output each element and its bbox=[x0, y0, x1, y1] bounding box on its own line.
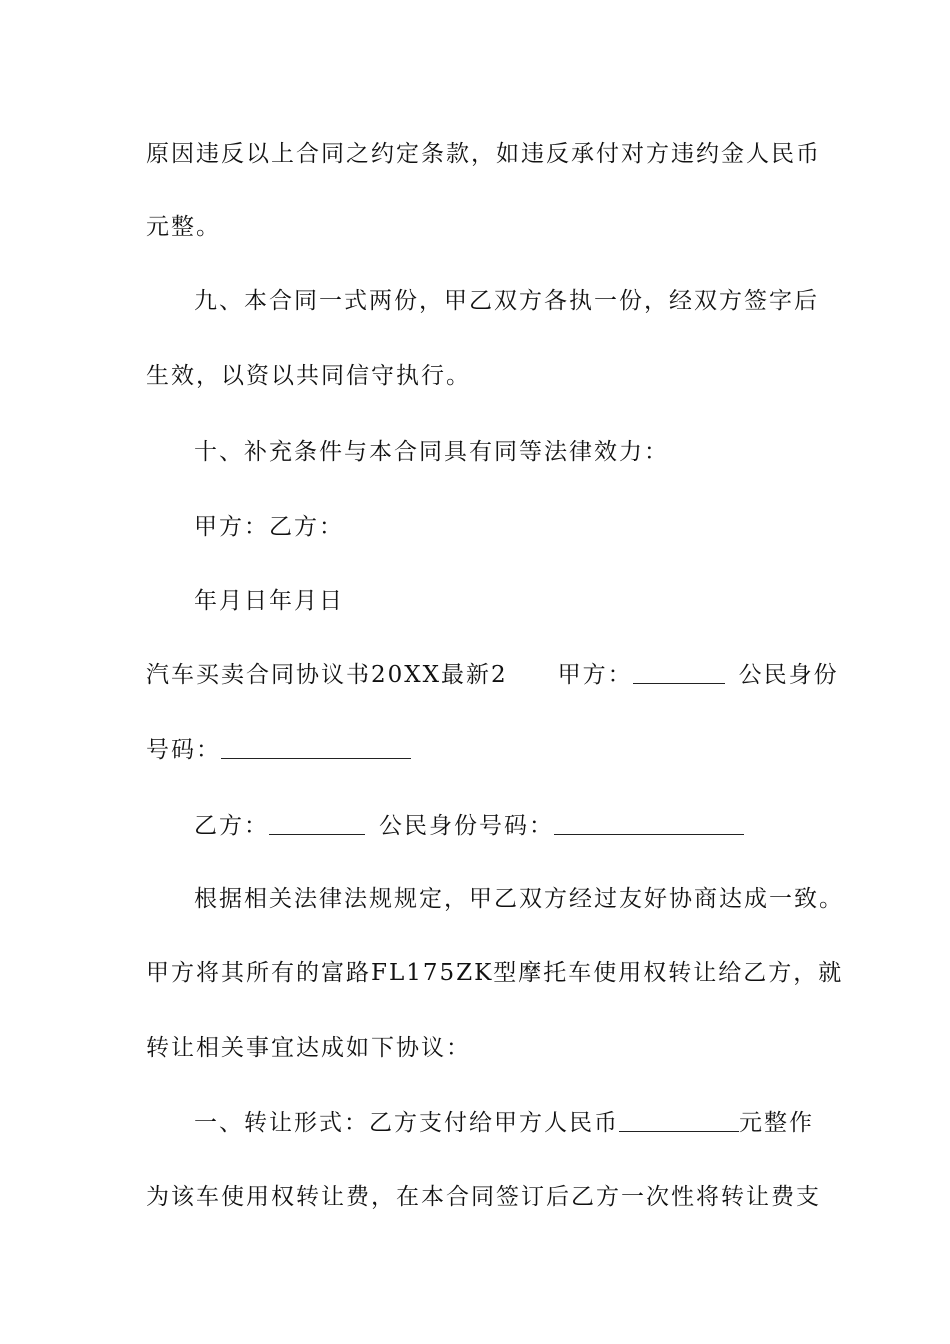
party-b-label: 乙方： bbox=[194, 813, 269, 839]
paragraph-line: 根据相关法律法规规定，甲乙双方经过友好协商达成一致。 bbox=[194, 886, 844, 912]
paragraph-line: 元整。 bbox=[146, 214, 221, 240]
paragraph-line: 转让相关事宜达成如下协议： bbox=[146, 1035, 471, 1061]
party-b-line bbox=[194, 811, 874, 841]
party-a-line bbox=[146, 660, 839, 690]
clause-nine-line: 九、本合同一式两份，甲乙双方各执一份，经双方签字后 bbox=[194, 288, 819, 314]
party-b-id-label: 公民身份号码： bbox=[379, 813, 554, 839]
paragraph-line: 甲方将其所有的富路FL175ZK型摩托车使用权转让给乙方，就 bbox=[146, 960, 844, 986]
paragraph-line: 原因违反以上合同之约定条款，如违反承付对方违约金人民币 bbox=[146, 141, 821, 167]
paragraph-line: 生效，以资以共同信守执行。 bbox=[146, 363, 471, 389]
party-a-label: 甲方： bbox=[557, 662, 633, 688]
contract-title: 汽车买卖合同协议书20XX最新2 bbox=[146, 662, 508, 688]
signature-date-line: 年月日年月日 bbox=[194, 588, 344, 614]
clause-one-line bbox=[194, 1108, 874, 1138]
signature-parties-line: 甲方：乙方： bbox=[194, 514, 344, 540]
clause-one-text-end: 元整作 bbox=[739, 1110, 814, 1136]
party-b-name-blank[interactable] bbox=[269, 812, 365, 835]
party-a-id-label-cont: 号码： bbox=[146, 737, 221, 763]
party-b-id-blank[interactable] bbox=[554, 812, 744, 835]
party-a-id-line bbox=[146, 735, 826, 765]
clause-ten-line: 十、补充条件与本合同具有同等法律效力： bbox=[194, 439, 669, 465]
price-blank[interactable] bbox=[619, 1109, 739, 1132]
party-a-id-label: 公民身份 bbox=[738, 662, 839, 688]
party-a-id-blank[interactable] bbox=[221, 736, 411, 759]
clause-one-text: 一、转让形式：乙方支付给甲方人民币 bbox=[194, 1110, 619, 1136]
party-a-name-blank[interactable] bbox=[633, 661, 725, 684]
paragraph-line: 为该车使用权转让费，在本合同签订后乙方一次性将转让费支 bbox=[146, 1184, 821, 1210]
